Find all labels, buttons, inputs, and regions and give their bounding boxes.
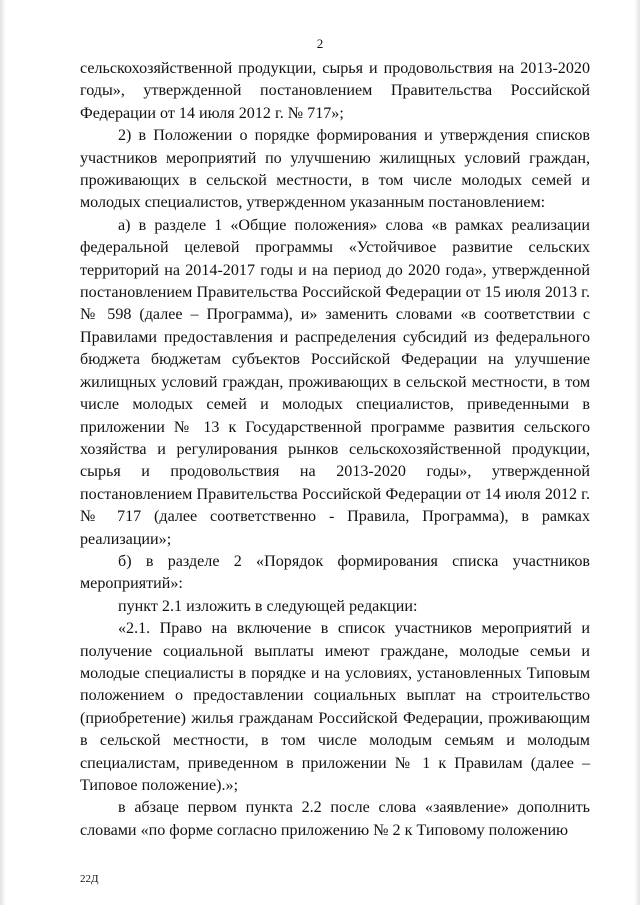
page-number: 2 xyxy=(316,36,324,51)
paragraph-point-2-1-text: «2.1. Право на включение в список участников мероприятий и получение социальной выплаты имеют граждане, молодые семьи и молодые специалисты в порядке и на условиях, установленных Типовым положением о предоставлении социальных выплат на строительство (приобретение) жилья гражданам Российской Федерации, проживающим в сельской местности, в том числе молодым семьям и молодым специалистам, приведенном в приложении № 1 к Правилам (далее – Типовое положение).»; xyxy=(80,620,590,794)
paragraph-point-2-1-intro: пункт 2.1 изложить в следующей редакции: xyxy=(118,597,418,615)
paragraph-continuation: сельскохозяйственной продукции, сырья и продовольствия на 2013-2020 годы», утвержденной постановлением Правительства Российской Федерации от 14 июля 2012 г. № 717»; xyxy=(80,60,590,122)
paragraph-item-2: 2) в Положении о порядке формирования и утверждения списков участников мероприятий по улучшению жилищных условий граждан, проживающих в сельской местности, в том числе молодых семей и молодых специалистов, утвержденном указанным постановлением: xyxy=(80,127,590,212)
scan-edge-left xyxy=(0,0,6,905)
document-body xyxy=(80,58,590,842)
paragraph-subitem-b: б) в разделе 2 «Порядок формирования списка участников мероприятий»: xyxy=(80,552,590,593)
footer-code: 22Д xyxy=(80,873,99,885)
scan-edge-right xyxy=(634,0,640,905)
paragraph-subitem-a: а) в разделе 1 «Общие положения» слова «в рамках реализации федеральной целевой программы «Устойчивое развитие сельских территорий на 2014-2017 годы и на период до 2020 года», утвержденной постановлением Правительства Российской Федерации от 15 июля 2013 г. № 598 (далее – Программа), и» заменить словами «в соответствии с Правилами предоставления и распределения субсидий из федерального бюджета бюджетам субъектов Российской Федерации на улучшение жилищных условий граждан, проживающих в сельской местности, в том числе молодых семей и молодых специалистов, приведенными в приложении № 13 к Государственной программе развития сельского хозяйства и регулирования рынков сельскохозяйственной продукции, сырья и продовольствия на 2013-2020 годы», утвержденной постановлением Правительства Российской Федерации от 14 июля 2012 г. № 717 (далее соответственно - Правила, Программа), в рамках реализации»; xyxy=(80,216,590,548)
paragraph-point-2-2: в абзаце первом пункта 2.2 после слова «заявление» дополнить словами «по форме согласно приложению № 2 к Типовому положению xyxy=(80,799,590,839)
